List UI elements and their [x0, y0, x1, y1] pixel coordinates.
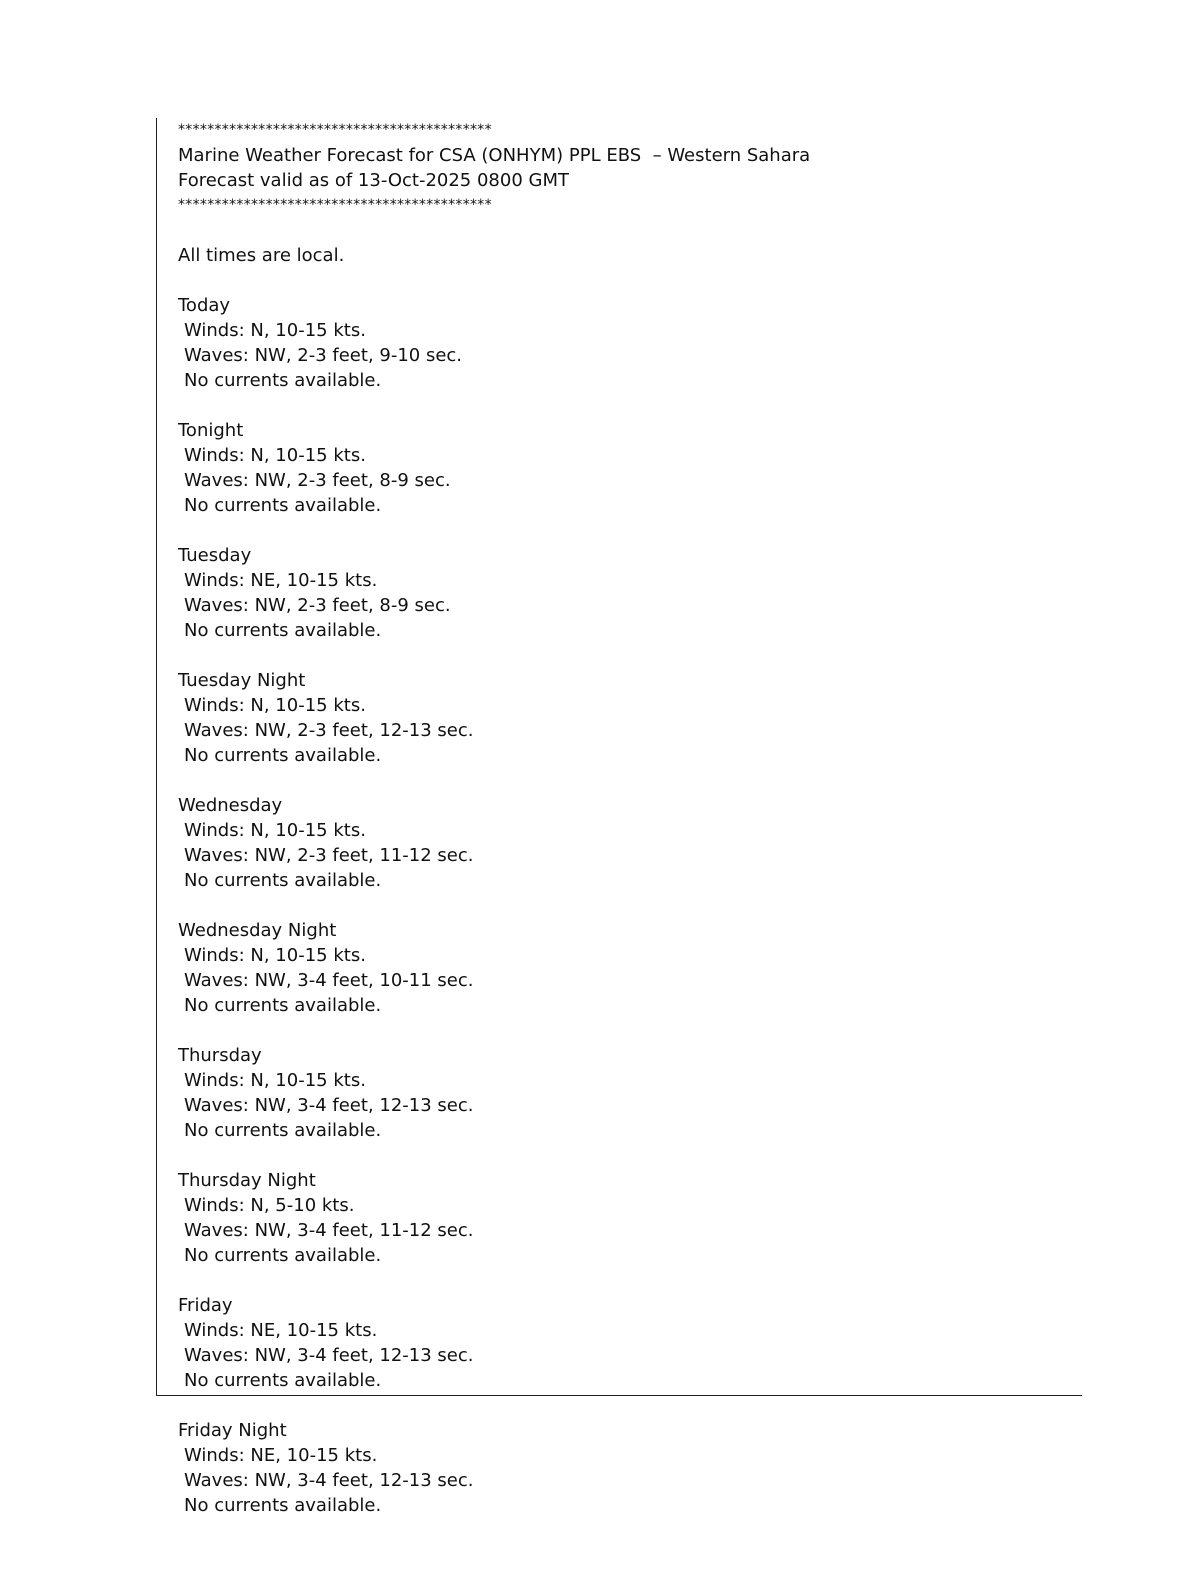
period-tuesday [178, 543, 1078, 668]
period-tonight [178, 418, 1078, 543]
header-stars-top: ******************************************* [178, 122, 492, 138]
period-winds: Winds: N, 10-15 kts. [184, 445, 366, 466]
period-name: Wednesday [178, 795, 283, 816]
period-waves: Waves: NW, 3-4 feet, 12-13 sec. [184, 1095, 474, 1116]
spacer [178, 218, 1078, 243]
period-name: Tuesday [178, 545, 252, 566]
left-border-rule [156, 118, 157, 1396]
period-currents: No currents available. [184, 870, 382, 891]
period-name: Today [178, 295, 231, 316]
period-currents: No currents available. [184, 1120, 382, 1141]
period-currents: No currents available. [184, 1370, 382, 1391]
forecast-title: Marine Weather Forecast for CSA (ONHYM) PPL EBS – Western Sahara [178, 145, 811, 166]
spacer [178, 643, 1078, 668]
period-friday-night [178, 1418, 1078, 1518]
period-winds: Winds: N, 10-15 kts. [184, 320, 366, 341]
period-winds: Winds: NE, 10-15 kts. [184, 1320, 378, 1341]
period-waves: Waves: NW, 2-3 feet, 12-13 sec. [184, 720, 474, 741]
period-name: Tuesday Night [178, 670, 306, 691]
spacer [178, 893, 1078, 918]
period-winds: Winds: N, 10-15 kts. [184, 945, 366, 966]
spacer [178, 1018, 1078, 1043]
period-winds: Winds: N, 10-15 kts. [184, 695, 366, 716]
period-thursday-night [178, 1168, 1078, 1293]
spacer [178, 1143, 1078, 1168]
spacer [178, 1268, 1078, 1293]
period-currents: No currents available. [184, 745, 382, 766]
period-waves: Waves: NW, 3-4 feet, 11-12 sec. [184, 1220, 474, 1241]
period-winds: Winds: N, 10-15 kts. [184, 820, 366, 841]
period-name: Thursday [178, 1045, 262, 1066]
period-name: Thursday Night [178, 1170, 316, 1191]
period-waves: Waves: NW, 3-4 feet, 12-13 sec. [184, 1470, 474, 1491]
times-note: All times are local. [178, 245, 345, 266]
period-currents: No currents available. [184, 495, 382, 516]
period-name: Wednesday Night [178, 920, 337, 941]
period-waves: Waves: NW, 2-3 feet, 8-9 sec. [184, 595, 451, 616]
period-friday [178, 1293, 1078, 1418]
period-name: Friday [178, 1295, 233, 1316]
period-winds: Winds: NE, 10-15 kts. [184, 1445, 378, 1466]
spacer [178, 1393, 1078, 1418]
spacer [178, 768, 1078, 793]
spacer [178, 393, 1078, 418]
spacer [178, 268, 1078, 293]
period-waves: Waves: NW, 3-4 feet, 10-11 sec. [184, 970, 474, 991]
period-winds: Winds: NE, 10-15 kts. [184, 570, 378, 591]
period-currents: No currents available. [184, 1495, 382, 1516]
period-name: Tonight [178, 420, 244, 441]
period-currents: No currents available. [184, 995, 382, 1016]
period-name: Friday Night [178, 1420, 287, 1441]
forecast-valid-time: Forecast valid as of 13-Oct-2025 0800 GMT [178, 170, 569, 191]
period-waves: Waves: NW, 3-4 feet, 12-13 sec. [184, 1345, 474, 1366]
period-currents: No currents available. [184, 1245, 382, 1266]
period-currents: No currents available. [184, 370, 382, 391]
period-wednesday [178, 793, 1078, 918]
period-today [178, 293, 1078, 418]
period-waves: Waves: NW, 2-3 feet, 8-9 sec. [184, 470, 451, 491]
spacer [178, 518, 1078, 543]
period-wednesday-night [178, 918, 1078, 1043]
period-currents: No currents available. [184, 620, 382, 641]
period-winds: Winds: N, 10-15 kts. [184, 1070, 366, 1091]
forecast-document [178, 118, 1078, 1518]
period-thursday [178, 1043, 1078, 1168]
period-winds: Winds: N, 5-10 kts. [184, 1195, 355, 1216]
header-stars-bottom: ******************************************* [178, 197, 492, 213]
period-tuesday-night [178, 668, 1078, 793]
period-waves: Waves: NW, 2-3 feet, 11-12 sec. [184, 845, 474, 866]
period-waves: Waves: NW, 2-3 feet, 9-10 sec. [184, 345, 463, 366]
